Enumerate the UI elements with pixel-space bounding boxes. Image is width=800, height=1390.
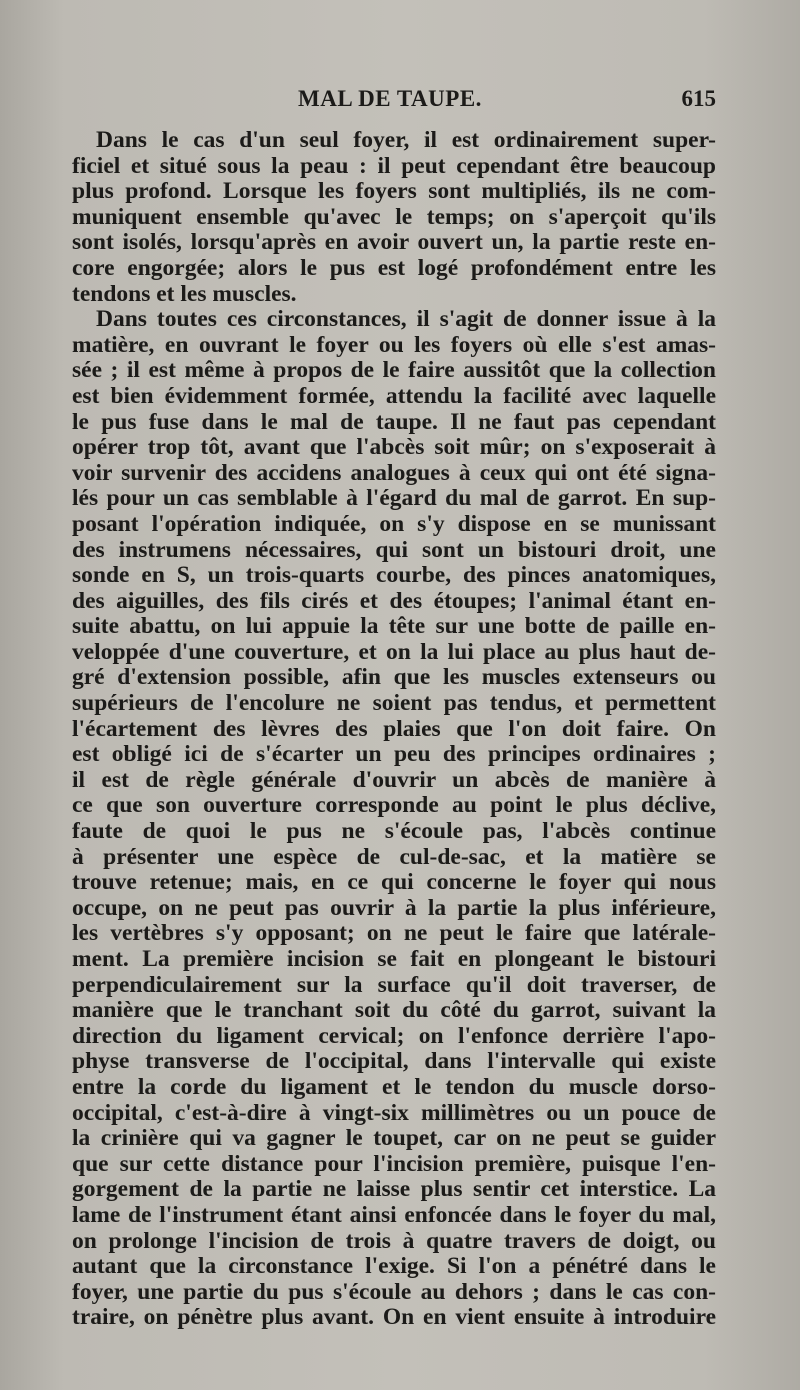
text-line: physe transverse de l'occipital, dans l'intervalle qui existe [72,1048,716,1075]
text-line: que sur cette distance pour l'incision première, puisque l'en- [72,1150,716,1177]
text-line: core engorgée; alors le pus est logé profondément entre les [72,254,716,281]
text-line: perpendiculairement sur la surface qu'il doit traverser, de [72,971,716,998]
text-line: manière que le tranchant soit du côté du garrot, suivant la [72,997,716,1024]
text-line: plus profond. Lorsque les foyers sont multipliés, ils ne com- [72,178,716,205]
text-line: direction du ligament cervical; on l'enfonce derrière l'apo- [72,1022,716,1049]
text-line: occipital, c'est-à-dire à vingt-six millimètres ou un pouce de [72,1099,716,1126]
text-line: faute de quoi le pus ne s'écoule pas, l'abcès continue [72,818,716,845]
text-line: la crinière qui va gagner le toupet, car on ne peut se guider [72,1125,716,1152]
text-line: lés pour un cas semblable à l'égard du mal de garrot. En sup- [72,485,716,512]
text-line: traire, on pénètre plus avant. On en vient ensuite à introduire [72,1304,716,1331]
text-line: est bien évidemment formée, attendu la facilité avec laquelle [72,382,716,409]
text-line: voir survenir des accidens analogues à ceux qui ont été signa- [72,459,716,486]
body-text [72,128,716,1331]
text-line: muniquent ensemble qu'avec le temps; on s'aperçoit qu'ils [72,203,716,230]
text-line: autant que la circonstance l'exige. Si l'on a pénétré dans le [72,1253,716,1280]
running-head [70,86,716,116]
text-line: l'écartement des lèvres des plaies que l'on doit faire. On [72,715,716,742]
text-line: des aiguilles, des fils cirés et des étoupes; l'animal étant en- [72,587,716,614]
text-line: suite abattu, on lui appuie la tête sur une botte de paille en- [72,613,716,640]
text-line: supérieurs de l'encolure ne soient pas tendus, et permettent [72,690,716,717]
text-line: il est de règle générale d'ouvrir un abcès de manière à [72,766,716,793]
text-line: ce que son ouverture corresponde au point le plus déclive, [72,792,716,819]
text-line: entre la corde du ligament et le tendon du muscle dorso- [72,1073,716,1100]
text-line: Dans toutes ces circonstances, il s'agit de donner issue à la [96,306,716,333]
text-line: tendons et les muscles. [72,280,297,307]
text-line: posant l'opération indiquée, on s'y dispose en se munissant [72,510,716,537]
text-line: des instrumens nécessaires, qui sont un bistouri droit, une [72,536,716,563]
text-line: trouve retenue; mais, en ce qui concerne le foyer qui nous [72,869,716,896]
text-line: gorgement de la partie ne laisse plus sentir cet interstice. La [72,1176,716,1203]
text-line: sonde en S, un trois-quarts courbe, des pinces anatomiques, [72,562,716,589]
text-line: les vertèbres s'y opposant; on ne peut le faire que latérale- [72,920,716,947]
text-line: on prolonge l'incision de trois à quatre travers de doigt, ou [72,1227,716,1254]
running-title: MAL DE TAUPE. [298,86,482,111]
text-line: gré d'extension possible, afin que les muscles extenseurs ou [72,664,716,691]
text-line: sée ; il est même à propos de le faire aussitôt que la collection [72,357,716,384]
text-line: occupe, on ne peut pas ouvrir à la partie la plus inférieure, [72,894,716,921]
text-line: lame de l'instrument étant ainsi enfoncée dans le foyer du mal, [72,1201,716,1228]
text-line: ment. La première incision se fait en plongeant le bistouri [72,946,716,972]
text-line: foyer, une partie du pus s'écoule au dehors ; dans le cas con- [72,1278,716,1305]
page-number: 615 [681,86,716,111]
text-line: est obligé ici de s'écarter un peu des principes ordinaires ; [72,741,716,768]
text-line: veloppée d'une couverture, et on la lui place au plus haut de- [72,638,716,665]
text-line: ficiel et situé sous la peau : il peut cependant être beaucoup [72,152,716,179]
text-line: matière, en ouvrant le foyer ou les foyers où elle s'est amas- [72,331,716,358]
text-line: à présenter une espèce de cul-de-sac, et la matière se [72,843,716,870]
text-line: opérer trop tôt, avant que l'abcès soit mûr; on s'exposerait à [72,434,716,461]
text-line: Dans le cas d'un seul foyer, il est ordinairement super- [96,127,716,153]
text-line: sont isolés, lorsqu'après en avoir ouvert un, la partie reste en- [72,229,716,256]
text-line: le pus fuse dans le mal de taupe. Il ne faut pas cependant [72,408,716,435]
